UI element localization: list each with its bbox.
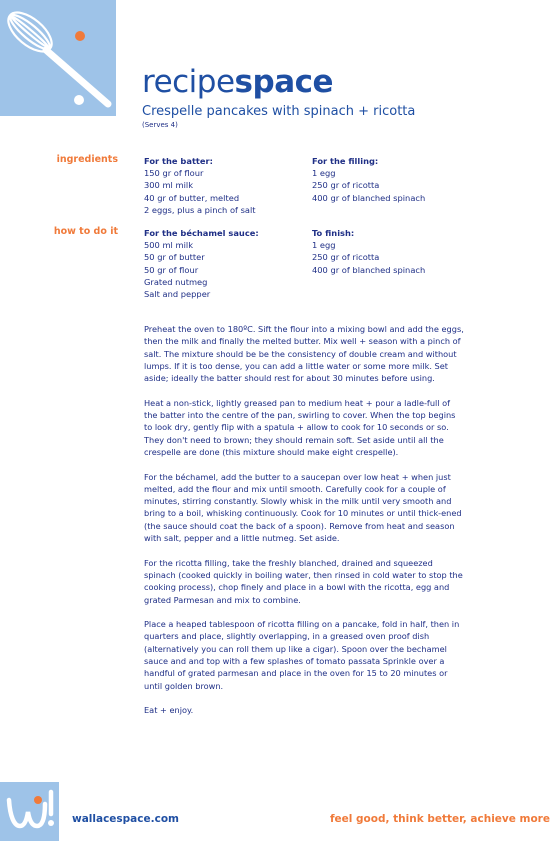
filling-item: 400 gr of blanched spinach (312, 192, 426, 203)
whisk-logo-box (0, 0, 116, 116)
ingredients-label: ingredients (56, 154, 118, 165)
footer-logo-box (0, 782, 59, 841)
finish-item: 1 egg (312, 240, 336, 251)
recipe-title: Crespelle pancakes with spinach + ricotta (142, 104, 416, 119)
bechamel-heading: For the béchamel sauce: (144, 228, 259, 238)
bechamel-item: Salt and pepper (144, 289, 211, 300)
filling-heading: For the filling: (312, 156, 379, 166)
whisk-icon (0, 0, 116, 116)
batter-item: 2 eggs, plus a pinch of salt (144, 204, 256, 215)
wallace-w-logo-icon (0, 782, 59, 841)
brand-bold: space (234, 64, 334, 100)
footer-url-link[interactable]: wallacespace.com (72, 813, 179, 825)
bechamel-item: Grated nutmeg (144, 276, 208, 287)
finish-heading: To finish: (312, 228, 355, 238)
batter-block (144, 155, 256, 216)
finish-item: 400 gr of blanched spinach (312, 264, 426, 275)
bechamel-item: 50 gr of butter (144, 252, 205, 263)
brand-light: recipe (142, 64, 235, 100)
method-section (144, 323, 464, 729)
filling-block (312, 155, 425, 204)
finish-block (312, 227, 425, 276)
method-step: For the ricotta filling, take the freshly blanched, drained and squeezed spinach (cooked quickly in boiling water, then rinsed in cold water to stop the cooking process), chop finely and place in a bowl with the ricotta, egg and grated Parmesan and mix to combine. (144, 557, 463, 605)
batter-heading: For the batter: (144, 156, 213, 166)
finish-item: 250 gr of ricotta (312, 252, 380, 263)
how-to-label: how to do it (53, 226, 118, 237)
filling-item: 250 gr of ricotta (312, 180, 380, 191)
batter-item: 40 gr of butter, melted (144, 192, 240, 203)
method-step: Eat + enjoy. (144, 705, 194, 716)
bechamel-block (144, 227, 259, 300)
bechamel-item: 500 ml milk (144, 240, 193, 251)
batter-item: 300 ml milk (144, 180, 193, 191)
recipe-serves: (Serves 4) (142, 121, 178, 129)
method-step: Heat a non-stick, lightly greased pan to medium heat + pour a ladle-full of the batter into the centre of the pan, swirling to cover. When the top begins to look dry, gently flip with a spatula + allow to cook for 10 seconds or so. They don't need to brown; they should remain soft. Set aside until all the crespelle are done (this mixture should make eight crespelle). (144, 397, 456, 457)
method-step: Preheat the oven to 180ºC. Sift the flour into a mixing bowl and add the eggs, then the milk and finally the melted butter. Mix well + season with a pinch of salt. The mixture should be be the consistency of double cream and without lumps. If it is too dense, you can add a little water or some more milk. Set aside; ideally the batter should rest for about 30 minutes before using. (144, 324, 464, 384)
batter-item: 150 gr of flour (144, 168, 204, 179)
filling-item: 1 egg (312, 168, 336, 179)
footer-tagline: feel good, think better, achieve more (329, 813, 550, 825)
method-step: Place a heaped tablespoon of ricotta filling on a pancake, fold in half, then in quarters and place, slightly overlapping, in a greased oven proof dish (alternatively you can roll them up like a cigar). Spoon over the bechamel sauce and and top with a few splashes of tomato passata Sprinkle over a handful of grated parmesan and place in the oven for 15 to 20 minutes or until golden brown. (144, 619, 460, 691)
bechamel-item: 50 gr of flour (144, 264, 199, 275)
method-step: For the béchamel, add the butter to a saucepan over low heat + when just melted, add the flour and mix until smooth. Carefully cook for a couple of minutes, stirring constantly. Slowly whisk in the milk until very smooth and bring to a boil, whisking continuously. Cook for 10 minutes or until thick-ened (the sauce should coat the back of a spoon). Remove from heat and season with salt, pepper and a little nutmeg. Set aside. (144, 471, 462, 544)
brand-wordmark (142, 64, 333, 100)
